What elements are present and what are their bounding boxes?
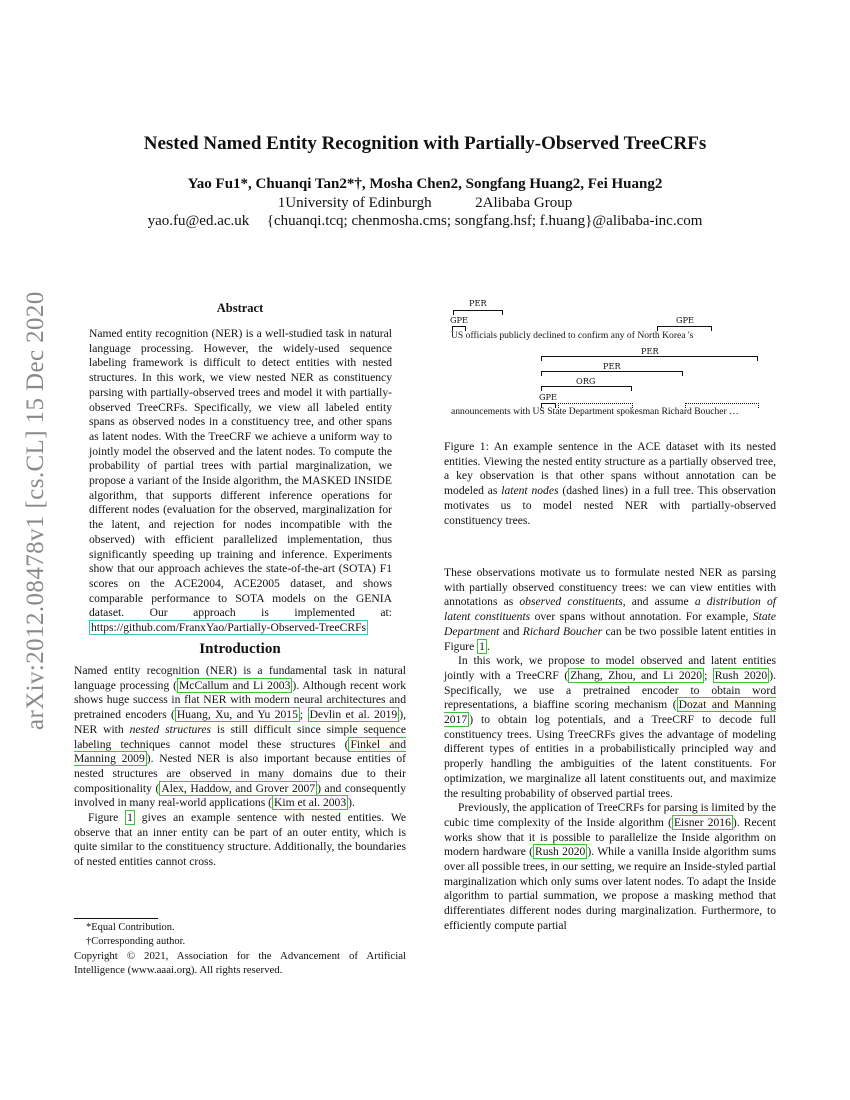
author-emails <box>0 213 850 230</box>
right-paragraph-1: These observations motivate us to formulate nested NER as parsing with partially observed constituency trees: we can view entities with annotations as observed constituents, and assume a distribution of latent constituents over spans without annotation. For example, State Department and Richard Boucher can be two possible latent entities in Figure 1 . <box>444 566 776 653</box>
affiliations <box>0 195 850 212</box>
figure-1-caption: Figure 1: An example sentence in the ACE dataset with its nested entities. Viewing the nested entity structure as a partially observed tree, a key observation is that other spans without annotation can be modeled as latent nodes (dashed lines) in a full tree. This observation motivates us to model nested NER with partially-observed constituency trees. <box>444 440 776 527</box>
entity-label-gpe: GPE <box>676 315 695 325</box>
entity-label-per: PER <box>603 361 621 371</box>
email-alibaba: {chuanqi.tcq; chenmosha.cms; songfang.hsf; f.huang}@alibaba-inc.com <box>266 213 703 229</box>
entity-label-gpe: GPE <box>539 392 558 402</box>
arxiv-id: arXiv:2012.08478v1 [cs.CL] 15 Dec 2020 <box>22 291 49 730</box>
citation-link[interactable]: Rush 2020 <box>535 845 586 859</box>
author-list: Yao Fu1*, Chuanqi Tan2*†, Mosha Chen2, Songfang Huang2, Fei Huang2 <box>187 176 663 192</box>
affiliation-edinburgh: 1University of Edinburgh <box>277 195 432 211</box>
entity-label-gpe: GPE <box>450 315 469 325</box>
citation-link[interactable]: Eisner 2016 <box>673 815 731 829</box>
citation-link[interactable]: Rush 2020 <box>714 668 768 682</box>
entity-label-org: ORG <box>576 376 596 386</box>
citation-link[interactable]: Zhang, Zhou, and Li 2020 <box>570 668 703 682</box>
email-edinburgh: yao.fu@ed.ac.uk <box>147 213 250 229</box>
citation-link[interactable]: Devlin et al. 2019 <box>309 708 398 722</box>
footnote-rule <box>74 918 158 919</box>
copyright-notice: Copyright © 2021, Association for the Advancement of Artificial Intelligence (www.aaai.org). All rights reserved. <box>74 950 406 976</box>
intro-paragraph-2: Figure 1 gives an example sentence with nested entities. We observe that an inner entity can be part of an outer entity, which is quite similar to the constituency structure. Additionally, the boundaries of nested entities cannot cross. <box>74 811 406 869</box>
citation-link[interactable]: Alex, Haddow, and Grover 2007 <box>161 781 316 795</box>
figure-ref-link[interactable]: 1 <box>479 639 485 653</box>
code-url-link[interactable]: https://github.com/FranxYao/Partially-Observed-TreeCRFs <box>91 621 367 635</box>
introduction-body <box>74 664 406 870</box>
right-paragraph-3: Previously, the application of TreeCRFs for parsing is limited by the cubic time complexity of the Inside algorithm ( Eisner 2016 ). Recent works show that it is possible to parallelize the Inside algorithm on modern hardware ( Rush 2020 ). While a vanilla Inside algorithm sums over all possible trees, in our setting, we require an Inside-styled partial marginalization which only sums over latent nodes. To adapt the Inside algorithm to partial summation, we propose a masking method that differentiates different nodes during marginalization. Furthermore, to efficiently compute partial <box>444 801 776 932</box>
example-sentence-1: US officials publicly declined to confirm any of North Korea 's <box>451 330 694 341</box>
example-sentence-2: announcements with US State Department spokesman Richard Boucher … <box>451 406 739 417</box>
affiliation-alibaba: 2Alibaba Group <box>475 195 573 211</box>
citation-link[interactable]: Huang, Xu, and Yu 2015 <box>176 708 298 722</box>
citation-link[interactable]: Finkel and Manning 2009 <box>74 737 406 766</box>
introduction-heading: Introduction <box>199 641 281 657</box>
citation-link[interactable]: Kim et al. 2003 <box>274 796 347 810</box>
footnote-corresponding: †Corresponding author. <box>86 936 186 947</box>
abstract-body <box>89 327 392 636</box>
span-bracket <box>541 386 632 391</box>
arxiv-stamp <box>14 290 54 730</box>
intro-paragraph-1: Named entity recognition (NER) is a fundamental task in natural language processing ( McCallum and Li 2003 ). Although recent work shows huge success in flat NER with modern neural architectures and pretrained encoders ( Huang, Xu, and Yu 2015 ; Devlin et al. 2019 ), NER with nested structures is still difficult since simple sequence labeling techniques cannot model these structures ( Finkel and Manning 2009 ). Nested NER is also important because entities of nested structures are observed in many domains due to their compositionality ( Alex, Haddow, and Grover 2007 ) and consequently involved in many real-world applications ( Kim et al. 2003 ). <box>74 664 406 810</box>
figure-ref-link[interactable]: 1 <box>127 811 133 825</box>
span-bracket <box>541 356 758 361</box>
span-bracket <box>541 371 683 376</box>
entity-label-per: PER <box>469 298 487 308</box>
citation-link[interactable]: McCallum and Li 2003 <box>179 678 291 692</box>
figure-1 <box>447 298 777 426</box>
entity-label-per: PER <box>641 346 659 356</box>
paper-title: Nested Named Entity Recognition with Partially-Observed TreeCRFs <box>143 133 707 154</box>
citation-link[interactable]: Dozat and Manning 2017 <box>444 698 776 727</box>
abstract-text: Named entity recognition (NER) is a well-studied task in natural language processing. However, the widely-used sequence labeling framework is difficult to detect entities with nested structures. In this work, we view nested NER as constituency parsing with partially-observed trees and model it with partially-observed TreeCRFs. Specifically, we view all labeled entity spans as observed nodes in a constituency tree, and other spans as latent nodes. With the TreeCRF we achieve a uniform way to jointly model the observed and the latent nodes. To compute the probability of partial trees with partial marginalization, we propose a variant of the Inside algorithm, the MASKED INSIDE algorithm, that supports different inference operations for different nodes (evaluation for the observed, marginalization for the latent, and rejection for nodes incompatible with the observed) with efficient parallelized implementation, thus significantly speeding up training and inference. Experiments show that our approach achieves the state-of-the-art (SOTA) F1 scores on the ACE2004, ACE2005 dataset, and shows comparable performance to SOTA models on the GENIA dataset. Our approach is implemented at: <box>89 327 392 620</box>
footnote-equal-contribution: *Equal Contribution. <box>86 922 175 933</box>
right-paragraph-2: In this work, we propose to model observed and latent entities jointly with a TreeCRF ( Zhang, Zhou, and Li 2020 ; Rush 2020 ). Specifically, we use a pretrained encoder to obtain word representations, a biaffine scoring mechanism ( Dozat and Manning 2017 ) to obtain log potentials, and a TreeCRF to decode full constituency trees. Using TreeCRFs gives the advantage of modeling different types of entities in a probabilistically principled way and properly handling the ambiguities of the latent constituents. For optimization, we marginalize all latent constituents out, and maximize the resulting probability of observed partial trees. <box>444 654 776 800</box>
right-column-body <box>444 566 776 934</box>
abstract-heading: Abstract <box>216 301 264 315</box>
